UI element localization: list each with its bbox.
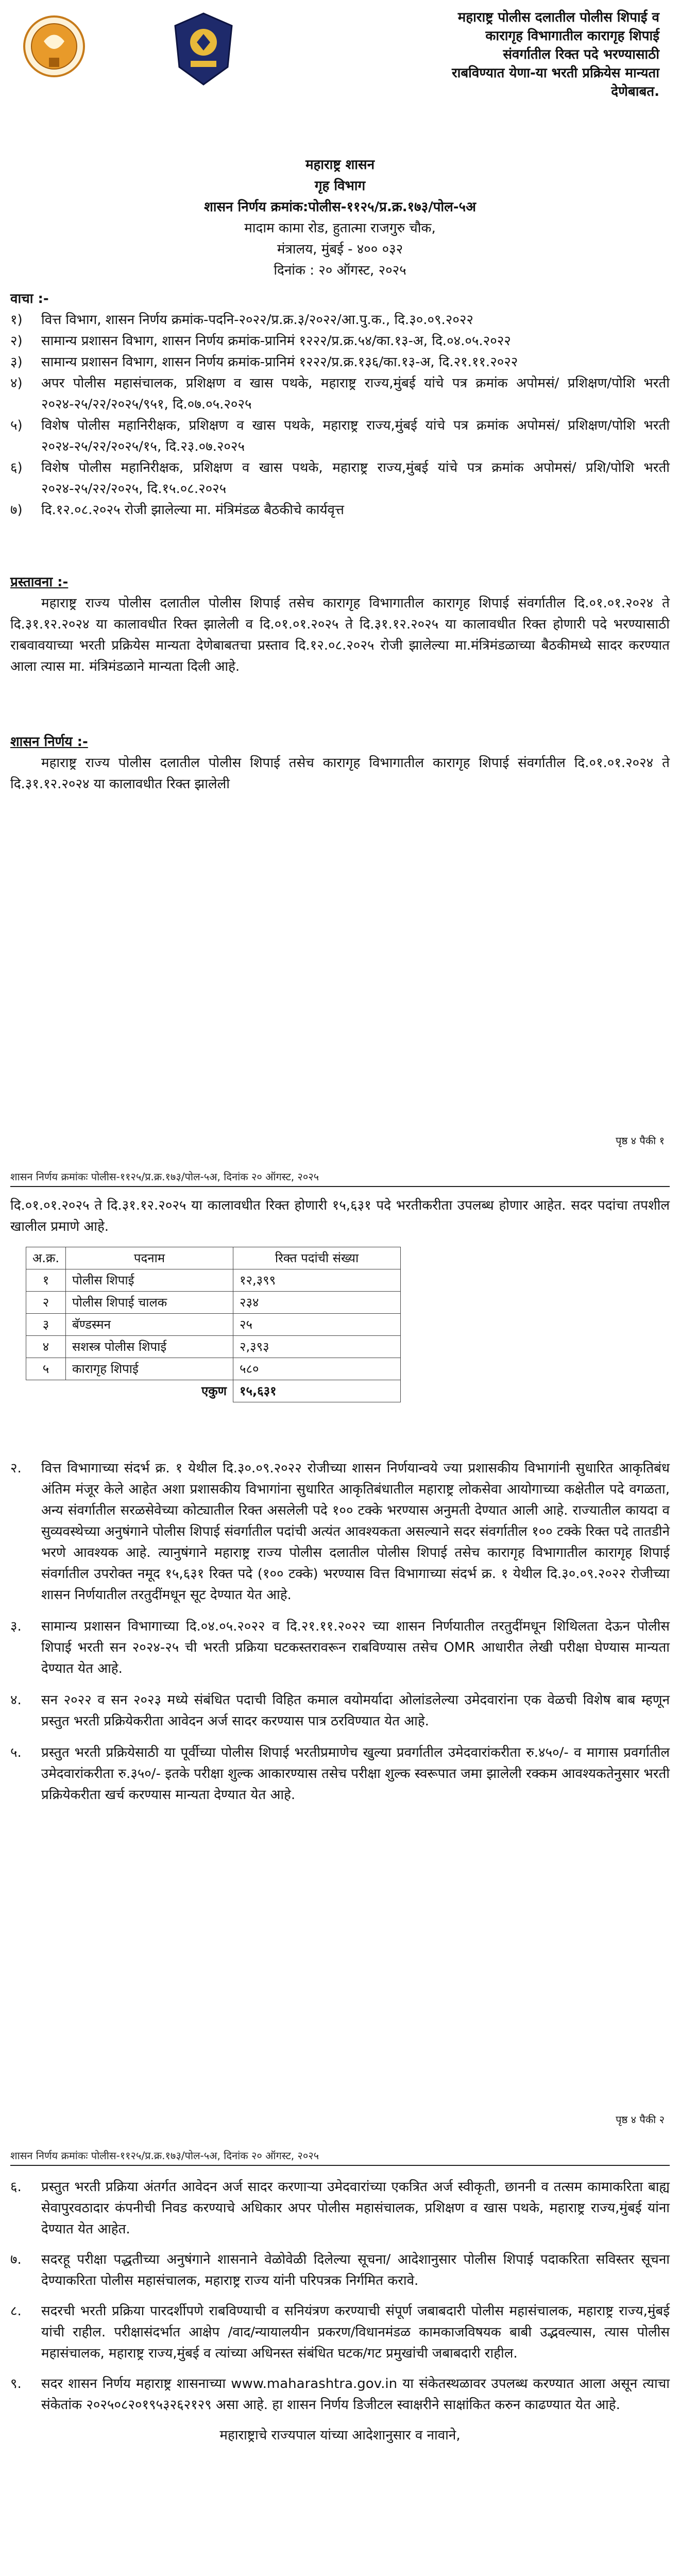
page-2 xyxy=(0,1159,680,2138)
reference-item: ३) सामान्य प्रशासन विभाग, शासन निर्णय क्रमांक-प्रानिमं १२२२/प्र.क्र.१३६/का.१३-अ, दि.२१.११.२०२२ xyxy=(10,354,518,370)
paragraph: ५. प्रस्तुत भरती प्रक्रियेसाठी या पूर्वीच्या पोलीस शिपाई भरतीप्रमाणेच खुल्या प्रवर्गातील उमेदवारांकरीता रु.४५०/- व मागास प्रवर्गातील उमेदवारांकरीता रु.३५०/- इतके परीक्षा शुल्क आकारण्यास तसेच परीक्षा शुल्क स्वरूपात जमा झालेली रक्कम आवश्यकतेनुसार भरती प्रक्रियेकरीता खर्च करण्यास मान्यता देण्यात येत आहे. xyxy=(10,1745,670,1803)
references: वाचा :- १) वित्त विभाग, शासन निर्णय क्रमांक-पदनि-२०२२/प्र.क्र.३/२०२२/आ.पु.क., दि.३०.०९.२०२२ २) सामान्य प्रशासन विभाग, शासन निर्णय क्रमांक-प्रानिमं १२२२/प्र.क्र.५४/का.१३-अ, दि.०४.०५.२०२२ ३) सामान्य प्रशासन विभाग, शासन निर्णय क्रमांक-प्रानिमं १२२२/प्र.क्र.१३६/का.१३-अ, दि.२१.११.२०२२ ४) अपर पोलीस महासंचालक, प्रशिक्षण व खास पथके, महाराष्ट्र राज्य,मुंबई यांचे पत्र क्रमांक अपोमसं/ प्रशिक्षण/पोशि भरती २०२४-२५/२२/२०२५/९५१, दि.०७.०५.२०२५ ५) विशेष पोलीस महानिरीक्षक, प्रशिक्षण व खास पथके, महाराष्ट्र राज्य,मुंबई यांचे पत्र क्रमांक अपोमसं/ प्रशिक्षण/पोशि भरती २०२४-२५/२२/२०२५/१५, दि.२३.०७.२०२५ ६) विशेष पोलीस महानिरीक्षक, प्रशिक्षण व खास पथके, महाराष्ट्र राज्य,मुंबई यांचे पत्र क्रमांक अपोमसं/ प्रशि/पोशि भरती २०२४-२५/२२/२०२५, दि.१५.०८.२०२५ ७) दि.१२.०८.२०२५ रोजी झालेल्या मा. मंत्रिमंडळ बैठकीचे कार्यवृत्त xyxy=(10,289,670,521)
reference-item: ६) विशेष पोलीस महानिरीक्षक, प्रशिक्षण व खास पथके, महाराष्ट्र राज्य,मुंबई यांचे पत्र क्रमांक अपोमसं/ प्रशि/पोशि भरती २०२४-२५/२२/२०२५, दि.१५.०८.२०२५ xyxy=(10,460,670,497)
decision-continued: दि.०१.०१.२०२५ ते दि.३१.१२.२०२५ या कालावधीत रिक्त होणारी १५,६३१ पदे भरतीकरीता उपलब्ध होणार आहेत. सदर पदांचा तपशील खालील प्रमाणे आहे. xyxy=(10,1198,670,1234)
preamble: प्रस्तावना :- महाराष्ट्र राज्य पोलीस दलातील पोलीस शिपाई तसेच कारागृह विभागातील कारागृह शिपाई संवर्गातील दि.०१.०१.२०२४ ते दि.३१.१२.२०२४ या कालावधीत रिक्त झालेली व दि.०१.०१.२०२५ ते दि.३१.१२.२०२५ या कालावधीत रिक्त होणारी पदे भरण्यासाठी राबवावयाच्या भरती प्रक्रियेस मान्यता देणेबाबतचा प्रस्ताव दि.१२.०८.२०२५ रोजी झालेल्या मा.मंत्रिमंडळाच्या बैठकीमध्ये सादर करण्यात आला त्यास मा. मंत्रिमंडळाने मान्यता दिली आहे. xyxy=(10,574,670,674)
reference-item: ७) दि.१२.०८.२०२५ रोजी झालेल्या मा. मंत्रिमंडळ बैठकीचे कार्यवृत्त xyxy=(10,502,344,518)
paragraphs xyxy=(10,1458,670,1816)
paragraph: २. वित्त विभागाच्या संदर्भ क्र. १ येथील दि.३०.०९.२०२२ रोजीच्या शासन निर्णयान्वये ज्या प्रशासकीय विभागांनी सुधारित आकृतिबंध अंतिम मंजूर केले आहेत अशा प्रशासकीय विभागांना सुधारित आकृतिबंधातील महाराष्ट्र लोकसेवा आयोगाच्या कक्षेतील पदे वगळता, अन्य संवर्गातील सरळसेवेच्या कोट्यातील रिक्त असलेली पदे १०० टक्के भरण्यास अनुमती देण्यात आली आहे. राज्यातील कायदा व सुव्यवस्थेच्या अनुषंगाने पोलीस शिपाई संवर्गातील पदांची अत्यंत आवश्यकता असल्याने सदर संवर्गातील १०० टक्के रिक्त पदे तातडीने भरणे आवश्यक आहे. त्यानुषंगाने महाराष्ट्र राज्य पोलीस दलातील पोलीस शिपाई तसेच कारागृह विभागातील कारागृह शिपाई संवर्गातील उपरोक्त नमूद १५,६३१ रिक्त पदे (१०० टक्के) भरण्यास वित्त विभागाच्या संदर्भ क्र. १ येथील दि.३०.०९.२०२२ रोजीच्या शासन निर्णयातील तरतुदींमधून सूट देण्यात येत आहे. xyxy=(10,1461,670,1603)
divider xyxy=(10,1186,670,1187)
table-total-row: एकुण १५,६३१ xyxy=(26,1380,401,1402)
paragraph: ७. सदरहू परीक्षा पद्धतीच्या अनुषंगाने शासनाने वेळोवेळी दिलेल्या सूचना/ आदेशानुसार पोलीस शिपाई पदाकरिता सविस्तर सूचना देण्याकरिता पोलीस महासंचालक, महाराष्ट्र राज्य यांनी परिपत्रक निर्गमित करावे. xyxy=(10,2252,670,2289)
reference-item: १) वित्त विभाग, शासन निर्णय क्रमांक-पदनि-२०२२/प्र.क्र.३/२०२२/आ.पु.क., दि.३०.०९.२०२२ xyxy=(10,312,473,328)
reference-item: २) सामान्य प्रशासन विभाग, शासन निर्णय क्रमांक-प्रानिमं १२२२/प्र.क्र.५४/का.१३-अ, दि.०४.०५.२०२२ xyxy=(10,333,511,349)
divider xyxy=(10,2165,670,2166)
table-row: १ पोलीस शिपाई १२,३९९ xyxy=(26,1269,401,1292)
police-emblem-icon xyxy=(170,10,237,88)
running-header: शासन निर्णय क्रमांकः पोलीस-११२५/प्र.क्र.१७३/पोल-५अ, दिनांक २० ऑगस्ट, २०२५ xyxy=(10,1171,319,1183)
paragraph: ९. सदर शासन निर्णय महाराष्ट्र शासनाच्या www.maharashtra.gov.in या संकेतस्थळावर उपलब्ध करण्यात आला असून त्याचा संकेतांक २०२५०८२०१९५३२६२१२९ असा आहे. हा शासन निर्णय डिजीटल स्वाक्षरीने साक्षांकित करुन काढण्यात येत आहे. xyxy=(10,2376,670,2413)
reference-item: ५) विशेष पोलीस महानिरीक्षक, प्रशिक्षण व खास पथके, महाराष्ट्र राज्य,मुंबई यांचे पत्र क्रमांक अपोमसं/ प्रशिक्षण/पोशि भरती २०२४-२५/२२/२०२५/१५, दि.२३.०७.२०२५ xyxy=(10,418,670,454)
table-row: ४ सशस्त्र पोलीस शिपाई २,३९३ xyxy=(26,1336,401,1358)
table-row: ५ कारागृह शिपाई ५८० xyxy=(26,1358,401,1380)
subject-title: महाराष्ट्र पोलीस दलातील पोलीस शिपाई व कारागृह विभागातील कारागृह शिपाई संवर्गातील रिक्त पदे भरण्यासाठी राबविण्यात येणा-या भरती प्रक्रियेस मान्यता देणेबाबत. xyxy=(451,10,659,99)
page-3 xyxy=(0,2138,680,2576)
page-number: पृष्ठ ४ पैकी १ xyxy=(616,1134,665,1147)
table-header-row: अ.क्र. पदनाम रिक्त पदांची संख्या xyxy=(26,1247,401,1269)
reference-item: ४) अपर पोलीस महासंचालक, प्रशिक्षण व खास पथके, महाराष्ट्र राज्य,मुंबई यांचे पत्र क्रमांक अपोमसं/ प्रशिक्षण/पोशि भरती २०२४-२५/२२/२०२५/९५१, दि.०७.०५.२०२५ xyxy=(10,376,670,412)
table-row: २ पोलीस शिपाई चालक २३४ xyxy=(26,1292,401,1314)
paragraphs xyxy=(10,2177,670,2446)
page-1 xyxy=(0,0,680,1159)
vacancy-table xyxy=(26,1247,401,1402)
issuer-block: महाराष्ट्र शासन गृह विभाग शासन निर्णय क्रमांक:पोलीस-११२५/प्र.क्र.१७३/पोल-५अ मादाम कामा रोड, हुतात्मा राजगुरु चौक, मंत्रालय, मुंबई - ४०० ०३२ दिनांक : २० ऑगस्ट, २०२५ xyxy=(204,157,476,278)
paragraph: ४. सन २०२२ व सन २०२३ मध्ये संबंधित पदाची विहित कमाल वयोमर्यादा ओलांडलेल्या उमेदवारांना एक वेळची विशेष बाब म्हणून प्रस्तुत भरती प्रक्रियेकरीता आवेदन अर्ज सादर करण्यास पात्र ठरविण्यात येत आहे. xyxy=(10,1692,670,1729)
table-row: ३ बॅण्डस्मन २५ xyxy=(26,1314,401,1336)
paragraph: ३. सामान्य प्रशासन विभागाच्या दि.०४.०५.२०२२ व दि.२१.११.२०२२ च्या शासन निर्णयातील तरतुदींमधून शिथिलता देऊन पोलीस शिपाई भरती सन २०२४-२५ ची भरती प्रक्रिया घटकस्तरावरून राबविण्यास तसेच OMR आधारीत लेखी परीक्षा घेण्यास मान्यता देण्यात येत आहे. xyxy=(10,1619,670,1676)
page-number: पृष्ठ ४ पैकी २ xyxy=(616,2113,665,2126)
closing-line: महाराष्ट्राचे राज्यपाल यांच्या आदेशानुसार व नावाने, xyxy=(219,2428,461,2443)
paragraph: ८. सदरची भरती प्रक्रिया पारदर्शीपणे राबविण्याची व सनियंत्रण करण्याची संपूर्ण जबाबदारी पोलीस महासंचालक, महाराष्ट्र राज्य,मुंबई यांची राहील. परीक्षासंदर्भात आक्षेप /वाद/न्यायालयीन प्रकरण/विधानमंडळ कामकाजविषयक बाबी उद्भवल्यास, त्यास पोलीस महासंचालक, महाराष्ट्र राज्य,मुंबई व त्यांच्या अधिनस्त संबंधित घटक/गट प्रमुखांची जबाबदारी राहील. xyxy=(10,2303,670,2361)
header xyxy=(10,5,670,124)
paragraph: ६. प्रस्तुत भरती प्रक्रिया अंतर्गत आवेदन अर्ज सादर करणाऱ्या उमेदवारांच्या एकत्रित अर्ज स्वीकृती, छाननी व तत्सम कामाकरिता बाह्य सेवापुरवठादार कंपनीची निवड करण्याचे अधिकार अपर पोलीस महासंचालक, प्रशिक्षण व खास पथके, महाराष्ट्र राज्य,मुंबई यांना देण्यात येत आहेत. xyxy=(10,2179,670,2237)
decision: शासन निर्णय :- महाराष्ट्र राज्य पोलीस दलातील पोलीस शिपाई तसेच कारागृह विभागातील कारागृह शिपाई संवर्गातील दि.०१.०१.२०२४ ते दि.३१.१२.२०२४ या कालावधीत रिक्त झालेली xyxy=(10,734,670,792)
maharashtra-emblem-icon xyxy=(21,10,88,88)
running-header: शासन निर्णय क्रमांकः पोलीस-११२५/प्र.क्र.१७३/पोल-५अ, दिनांक २० ऑगस्ट, २०२५ xyxy=(10,2149,319,2162)
